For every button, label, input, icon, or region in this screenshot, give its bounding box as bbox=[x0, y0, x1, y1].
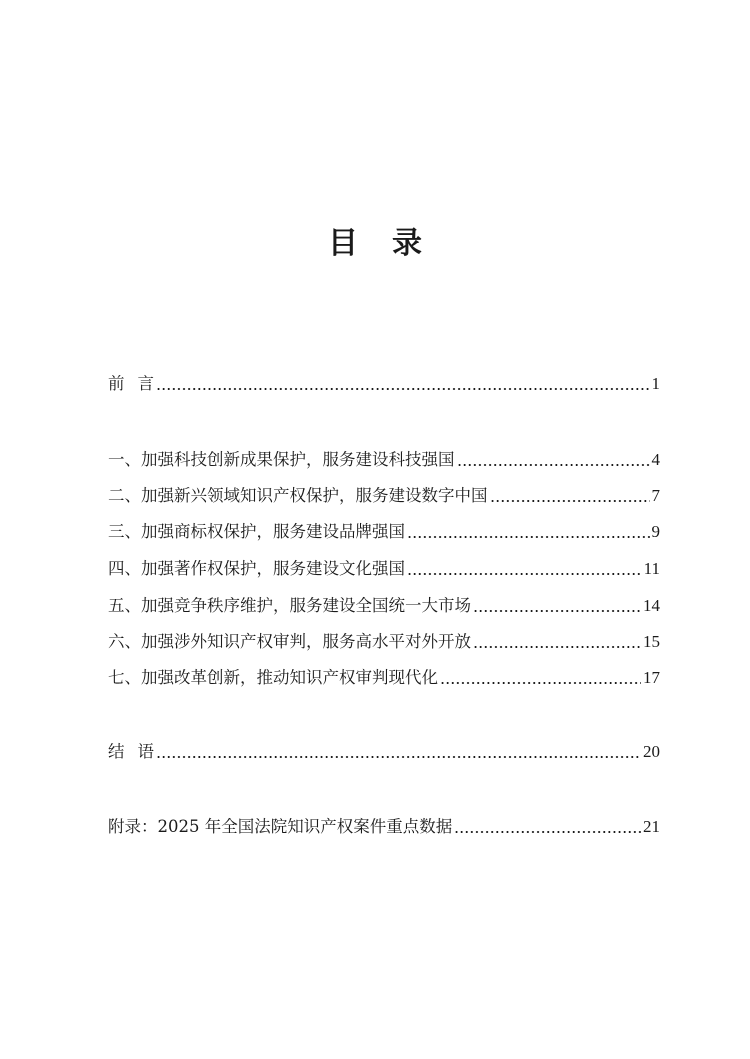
page-title-char-2: 录 bbox=[392, 226, 422, 261]
toc-label: 二、加强新兴领域知识产权保护，服务建设数字中国 bbox=[108, 486, 488, 505]
dot-leader bbox=[407, 536, 650, 538]
toc-entry-2[interactable] bbox=[108, 484, 660, 508]
toc-entry-1[interactable] bbox=[108, 448, 660, 472]
toc-page-number: 11 bbox=[643, 559, 660, 578]
toc-label: 前言 bbox=[108, 374, 154, 393]
dot-leader bbox=[156, 388, 650, 390]
toc-page-number: 21 bbox=[643, 817, 660, 836]
dot-leader bbox=[490, 500, 650, 502]
dot-leader bbox=[454, 831, 641, 833]
toc-entry-conclusion[interactable] bbox=[108, 740, 660, 764]
toc-page-number: 20 bbox=[643, 742, 660, 761]
toc-label: 三、加强商标权保护，服务建设品牌强国 bbox=[108, 522, 405, 541]
toc-label: 四、加强著作权保护，服务建设文化强国 bbox=[108, 559, 405, 578]
toc-label: 附录：2025 年全国法院知识产权案件重点数据 bbox=[108, 817, 453, 836]
toc-entry-preface[interactable] bbox=[108, 372, 660, 396]
toc-entry-appendix[interactable] bbox=[108, 815, 660, 839]
toc-entry-3[interactable] bbox=[108, 520, 660, 544]
dot-leader bbox=[156, 756, 641, 758]
toc-page-number: 7 bbox=[651, 486, 660, 505]
page-title bbox=[0, 218, 750, 262]
page-title-char-1: 目 bbox=[328, 226, 358, 261]
toc-page-number: 14 bbox=[643, 596, 660, 615]
toc-page-number: 4 bbox=[651, 450, 660, 469]
toc-page-number: 1 bbox=[651, 374, 660, 393]
toc-entry-5[interactable] bbox=[108, 594, 660, 618]
dot-leader bbox=[457, 464, 650, 466]
toc-label: 七、加强改革创新，推动知识产权审判现代化 bbox=[108, 668, 438, 687]
dot-leader bbox=[473, 646, 641, 648]
dot-leader bbox=[407, 573, 642, 575]
toc-entry-7[interactable] bbox=[108, 666, 660, 690]
toc-page-number: 15 bbox=[643, 632, 660, 651]
dot-leader bbox=[440, 682, 641, 684]
toc-entry-4[interactable] bbox=[108, 557, 660, 581]
toc-label: 一、加强科技创新成果保护，服务建设科技强国 bbox=[108, 450, 455, 469]
toc-label: 五、加强竞争秩序维护，服务建设全国统一大市场 bbox=[108, 596, 471, 615]
toc-page-number: 9 bbox=[651, 522, 660, 541]
dot-leader bbox=[473, 610, 641, 612]
toc-label: 结语 bbox=[108, 742, 154, 761]
toc-entry-6[interactable] bbox=[108, 630, 660, 654]
toc-page-number: 17 bbox=[643, 668, 660, 687]
toc-label: 六、加强涉外知识产权审判，服务高水平对外开放 bbox=[108, 632, 471, 651]
